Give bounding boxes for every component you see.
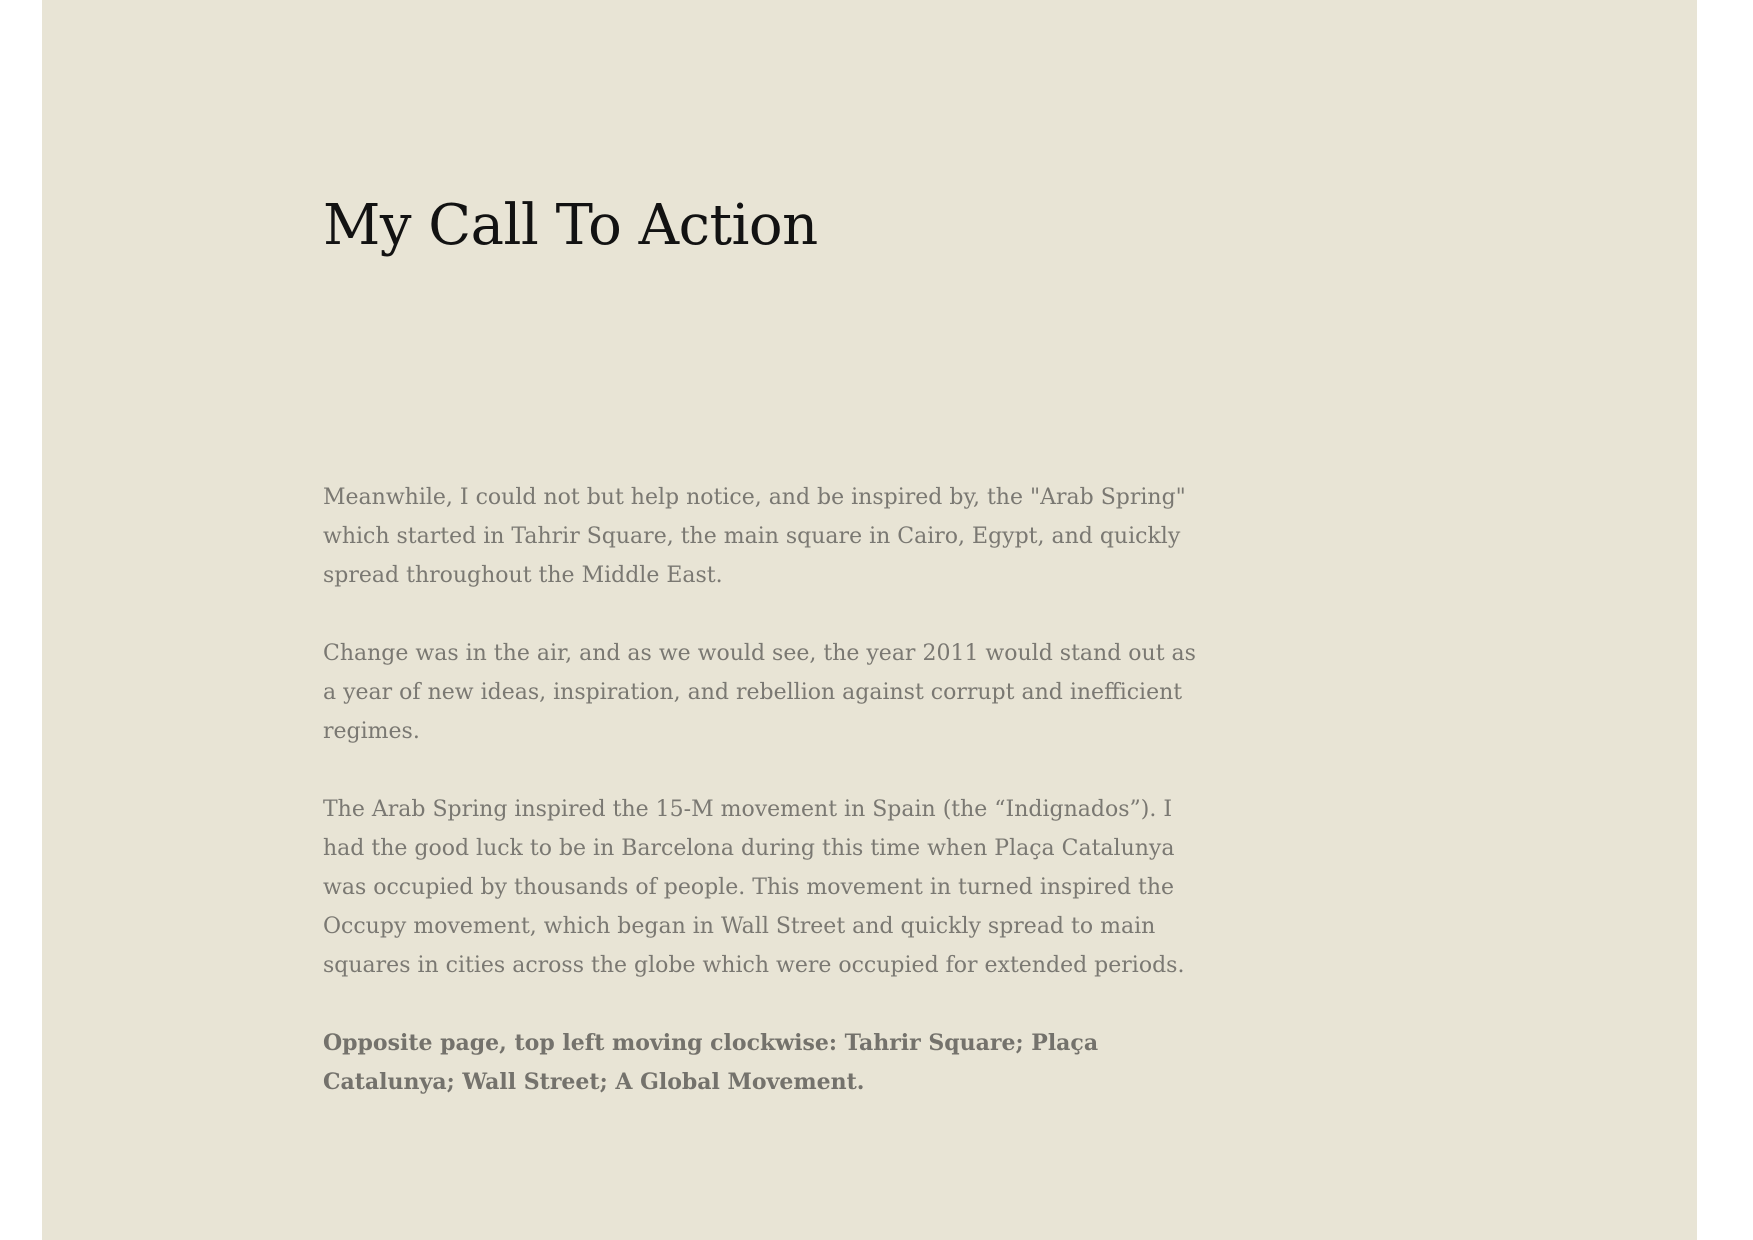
document-page bbox=[42, 0, 1697, 1240]
page-title: My Call To Action bbox=[323, 193, 818, 258]
body-text bbox=[323, 478, 1203, 1102]
paragraph-arab-spring: Meanwhile, I could not but help notice, and be inspired by, the "Arab Spring" which started in Tahrir Square, the main square in Cairo, Egypt, and quickly spread throughout the Middle East. bbox=[323, 485, 1186, 588]
photo-caption: Opposite page, top left moving clockwise: Tahrir Square; Plaça Catalunya; Wall Street; A Global Movement. bbox=[323, 1030, 1099, 1095]
paragraph-change: Change was in the air, and as we would see, the year 2011 would stand out as a year of new ideas, inspiration, and rebellion against corrupt and inefficient regimes. bbox=[323, 641, 1196, 744]
paragraph-15m-movement: The Arab Spring inspired the 15-M movement in Spain (the “Indignados”). I had the good luck to be in Barcelona during this time when Plaça Catalunya was occupied by thousands of people. This movement in turned inspired the Occupy movement, which began in Wall Street and quickly spread to main squares in cities across the globe which were occupied for extended periods. bbox=[323, 797, 1185, 978]
